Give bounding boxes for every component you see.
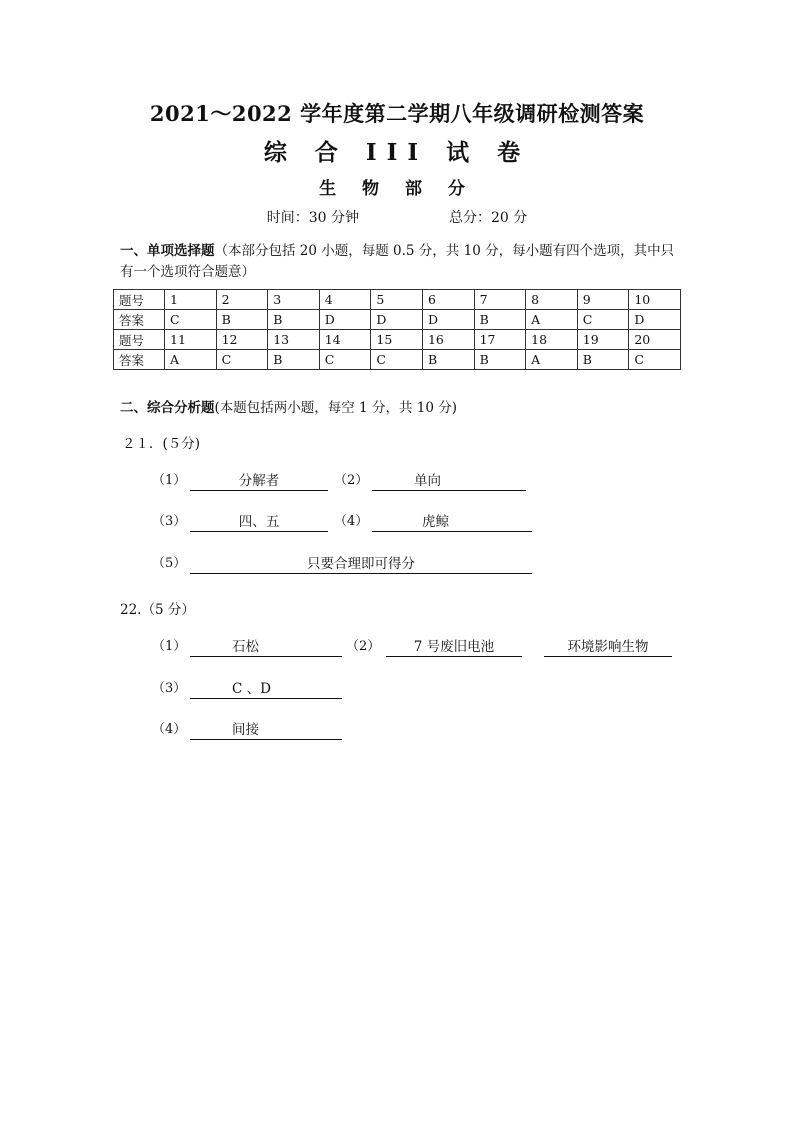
table-cell: D (319, 310, 371, 330)
document-title: 2021～2022 学年度第二学期八年级调研检测答案 (149, 101, 645, 126)
table-cell: 6 (422, 290, 474, 310)
table-cell: D (371, 310, 423, 330)
table-cell: 18 (526, 330, 578, 350)
table-cell: A (526, 350, 578, 370)
table-cell: 3 (268, 290, 320, 310)
q22-label: 22.（5 分） (120, 602, 195, 618)
q21-tag-5: （5） (152, 556, 187, 571)
table-row-header: 答案 (114, 310, 165, 330)
table-cell: B (577, 350, 629, 370)
time-and-score (0, 207, 794, 227)
table-cell: 20 (629, 330, 681, 350)
table-row-header: 答案 (114, 350, 165, 370)
table-cell: C (577, 310, 629, 330)
table-cell: 19 (577, 330, 629, 350)
exam-time: 时间：30 分钟 (266, 210, 359, 226)
exam-total: 总分：20 分 (449, 210, 528, 226)
table-cell: 13 (268, 330, 320, 350)
q21-tag-4: （4） (334, 514, 369, 529)
table-cell: B (268, 310, 320, 330)
table-row (114, 310, 681, 330)
table-cell: 11 (165, 330, 217, 350)
answer-table (113, 289, 681, 370)
q22-answer-3 (190, 680, 342, 699)
table-row-header: 题号 (114, 290, 165, 310)
q21-tag-1: （1） (152, 473, 187, 488)
table-cell: A (526, 310, 578, 330)
q22-answer-4-text: 间接 (232, 722, 259, 738)
q22-answer-1-text: 石松 (232, 639, 259, 655)
table-row (114, 290, 681, 310)
table-cell: B (268, 350, 320, 370)
table-cell: 5 (371, 290, 423, 310)
q21-answer-4-text: 虎鲸 (422, 514, 449, 530)
table-cell: D (422, 310, 474, 330)
table-cell: C (165, 310, 217, 330)
table-cell: 8 (526, 290, 578, 310)
part2-title: 二、综合分析题 (120, 400, 215, 416)
q21-answer-4 (372, 513, 532, 532)
part1-desc: （本部分包括 20 小题，每题 0.5 分，共 10 分，每小题有四个选项，其中只有一个选项符合题意） (120, 243, 675, 280)
q21-answer-3: 四、五 (190, 513, 328, 532)
part1-title: 一、单项选择题 (120, 243, 215, 259)
table-cell: B (474, 310, 526, 330)
table-cell: C (629, 350, 681, 370)
q21-answer-5: 只要合理即可得分 (190, 555, 532, 574)
q22-answer-1 (190, 638, 342, 657)
table-cell: C (216, 350, 268, 370)
q22-answer-2: 7 号废旧电池 (386, 638, 522, 657)
table-cell: 2 (216, 290, 268, 310)
table-cell: B (422, 350, 474, 370)
table-row (114, 330, 681, 350)
q21-answer-2-text: 单向 (414, 473, 441, 489)
table-cell: A (165, 350, 217, 370)
table-cell: 10 (629, 290, 681, 310)
q21-tag-2: （2） (334, 473, 369, 488)
table-cell: 17 (474, 330, 526, 350)
table-row (114, 350, 681, 370)
table-cell: 12 (216, 330, 268, 350)
table-cell: D (629, 310, 681, 330)
table-cell: 9 (577, 290, 629, 310)
table-cell: C (319, 350, 371, 370)
q21-tag-3: （3） (152, 514, 187, 529)
q22-answer-4 (190, 721, 342, 740)
table-cell: 4 (319, 290, 371, 310)
q22-tag-4: （4） (152, 722, 187, 737)
exam-subtitle: 综 合 III 试 卷 (263, 139, 531, 166)
q22-tag-2: （2） (346, 639, 381, 654)
table-cell: 7 (474, 290, 526, 310)
q22-tag-3: （3） (152, 681, 187, 696)
table-cell: C (371, 350, 423, 370)
q21-answer-2 (372, 472, 526, 491)
table-row-header: 题号 (114, 330, 165, 350)
table-cell: 14 (319, 330, 371, 350)
q21-answer-1: 分解者 (190, 472, 328, 491)
table-cell: B (474, 350, 526, 370)
section-title: 生 物 部 分 (319, 179, 475, 199)
table-cell: 16 (422, 330, 474, 350)
q21-label: ２１．(５分) (122, 436, 201, 452)
table-cell: 15 (371, 330, 423, 350)
part1-heading (120, 241, 682, 283)
table-cell: B (216, 310, 268, 330)
table-cell: 1 (165, 290, 217, 310)
q22-answer-3-text: C 、D (232, 681, 271, 697)
q22-answer-2b: 环境影响生物 (544, 638, 672, 657)
part2-heading (120, 396, 457, 416)
q22-tag-1: （1） (152, 639, 187, 654)
part2-desc: (本题包括两小题，每空 1 分，共 10 分) (214, 400, 457, 416)
